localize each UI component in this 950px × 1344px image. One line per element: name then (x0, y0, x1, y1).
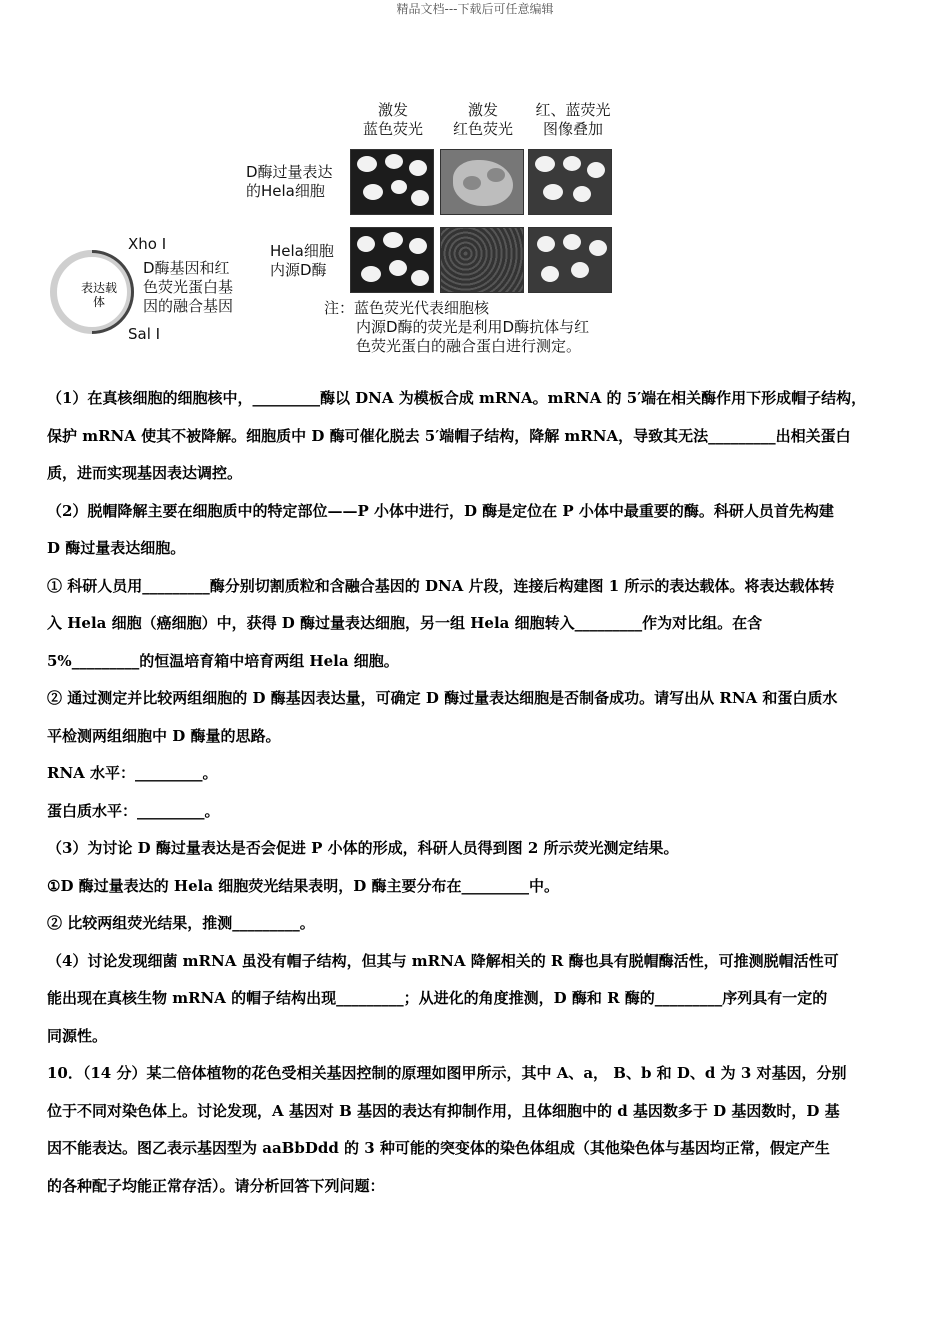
page-header: 精品文档---下载后可任意编辑 (396, 2, 554, 16)
text-line: 同源性。 (47, 1026, 108, 1045)
xho-label: Xho Ⅰ (128, 235, 167, 253)
image-r2-red (440, 227, 524, 293)
text-line: 因不能表达。图乙表示基因型为 aaBbDdd 的 3 种可能的突变体的染色体组成（其他染色体与基因均正常，假定产生 (47, 1139, 830, 1157)
text-line: （2）脱帽降解主要在细胞质中的特定部位——P 小体中进行，D 酶是定位在 P 小体中最重要的酶。科研人员首先构建 (47, 501, 834, 520)
text-line: （3）为讨论 D 酶过量表达是否会促进 P 小体的形成，科研人员得到图 2 所示荧光测定结果。 (47, 839, 679, 857)
figure (40, 95, 640, 365)
text-line: ① 科研人员用_________酶分别切割质粒和含融合基因的 DNA 片段，连接后构建图 1 所示的表达载体。将表达载体转 (47, 576, 835, 595)
text-line: D 酶过量表达细胞。 (47, 539, 186, 557)
text-line: 入 Hela 细胞（癌细胞）中，获得 D 酶过量表达细胞，另一组 Hela 细胞转入_________作为对比组。在含 (47, 614, 763, 632)
col-header-blue: 激发 蓝色荧光 (362, 101, 423, 138)
text-line: 质，进而实现基因表达调控。 (47, 464, 243, 482)
text-line: 能出现在真核生物 mRNA 的帽子结构出现_________；从进化的角度推测，D 酶和 R 酶的_________序列具有一定的 (47, 989, 828, 1007)
row2-label: Hela细胞 内源D酶 (270, 242, 334, 279)
image-r2-blue (350, 227, 434, 293)
text-line: ② 通过测定并比较两组细胞的 D 酶基因表达量，可确定 D 酶过量表达细胞是否制备成功。请写出从 RNA 和蛋白质水 (47, 689, 838, 707)
image-r1-red (440, 149, 524, 215)
question-text (47, 380, 912, 1205)
plasmid-diagram (50, 250, 134, 334)
text-line: （1）在真核细胞的细胞核中，_________酶以 DNA 为模板合成 mRNA。mRNA 的 5′端在相关酶作用下形成帽子结构， (47, 389, 867, 407)
text-line: 的各种配子均能正常存活）。请分析回答下列问题： (47, 1176, 385, 1195)
text-line: 蛋白质水平：_________。 (47, 801, 220, 820)
row1-label: D酶过量表达 的Hela细胞 (246, 163, 333, 200)
fusion-gene-label: D酶基因和红 色荧光蛋白基 因的融合基因 (143, 259, 234, 315)
text-line: 保护 mRNA 使其不被降解。细胞质中 D 酶可催化脱去 5′端帽子结构，降解 mRNA，导致其无法_________出相关蛋白 (47, 426, 851, 445)
plasmid-label: 表达载体 (81, 281, 118, 309)
text-line: RNA 水平：_________。 (47, 764, 218, 782)
text-line: 位于不同对染色体上。讨论发现，A 基因对 B 基因的表达有抑制作用，且体细胞中的 d 基因数多于 D 基因数时，D 基 (47, 1101, 840, 1120)
image-r1-blue (350, 149, 434, 215)
text-line: ①D 酶过量表达的 Hela 细胞荧光结果表明，D 酶主要分布在_________中。 (47, 876, 559, 895)
text-line: 5%_________的恒温培育箱中培育两组 Hela 细胞。 (47, 651, 399, 670)
col-header-red: 激发 红色荧光 (452, 101, 513, 138)
text-line: ② 比较两组荧光结果，推测_________。 (47, 914, 315, 932)
image-r1-merge (528, 149, 612, 215)
text-line: 10．（14 分）某二倍体植物的花色受相关基因控制的原理如图甲所示，其中 A、a， B、b 和 D、d 为 3 对基因，分别 (47, 1064, 847, 1082)
image-r2-merge (528, 227, 612, 293)
figure-note: 注：蓝色荧光代表细胞核 内源D酶的荧光是利用D酶抗体与红 色荧光蛋白的融合蛋白进行测定。 (324, 299, 590, 355)
col-header-merge: 红、蓝荧光 图像叠加 (535, 101, 611, 138)
sal-label: Sal Ⅰ (128, 325, 161, 343)
text-line: （4）讨论发现细菌 mRNA 虽没有帽子结构，但其与 mRNA 降解相关的 R 酶也具有脱帽酶活性，可推测脱帽活性可 (47, 951, 839, 970)
text-line: 平检测两组细胞中 D 酶量的思路。 (47, 726, 281, 745)
